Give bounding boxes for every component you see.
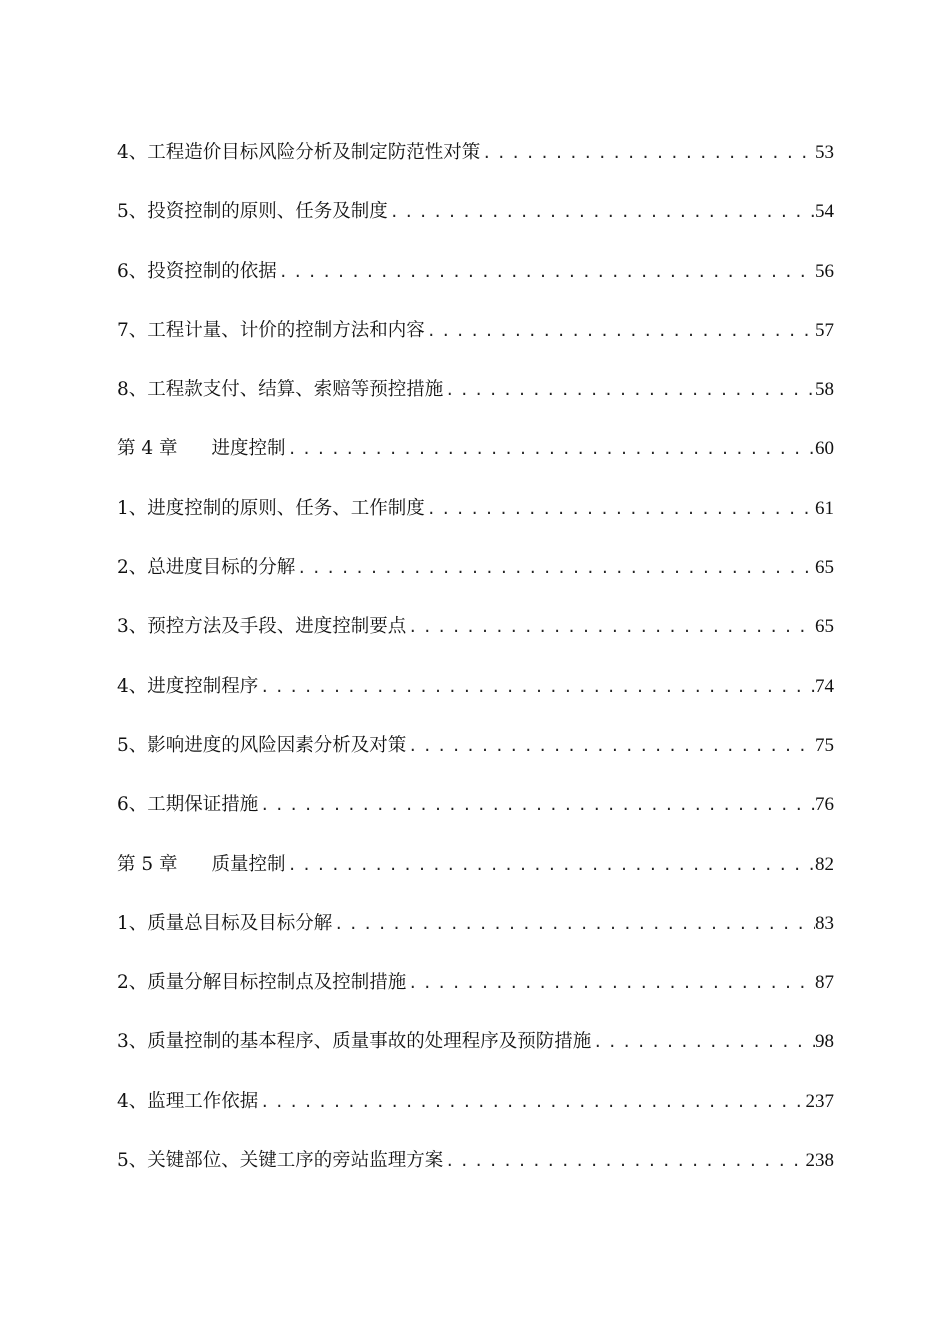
toc-chapter-number: 第 4 章 xyxy=(117,438,178,460)
toc-entry-title: 工程款支付、结算、索赔等预控措施 xyxy=(147,379,444,401)
toc-chapter-title: 进度控制 xyxy=(211,438,286,460)
toc-dot-leader xyxy=(480,133,815,173)
toc-entry[interactable] xyxy=(117,1082,834,1141)
toc-entry-number: 3、 xyxy=(117,1031,148,1053)
toc-entry-number: 5、 xyxy=(117,734,148,756)
toc-entry-title: 影响进度的风险因素分析及对策 xyxy=(147,734,407,756)
toc-dot-leader xyxy=(286,845,815,885)
toc-entry-number: 2、 xyxy=(117,972,148,994)
toc-entry-page-number: 58 xyxy=(815,379,834,401)
toc-entry-title: 工期保证措施 xyxy=(147,794,259,816)
toc-entry-number: 8、 xyxy=(117,379,148,401)
toc-entry[interactable] xyxy=(117,785,834,844)
toc-dot-leader xyxy=(406,963,815,1003)
toc-dot-leader xyxy=(258,785,815,825)
toc-entry-title: 关键部位、关键工序的旁站监理方案 xyxy=(147,1150,444,1172)
toc-entry[interactable] xyxy=(117,904,834,963)
toc-entry-number: 5、 xyxy=(117,1150,148,1172)
toc-chapter-entry[interactable] xyxy=(117,845,834,904)
toc-dot-leader xyxy=(425,311,815,351)
toc-entry-title: 投资控制的依据 xyxy=(147,260,277,282)
toc-entry-number: 6、 xyxy=(117,794,148,816)
toc-entry-page-number: 87 xyxy=(815,972,834,994)
toc-entry[interactable] xyxy=(117,192,834,251)
toc-entry-number: 4、 xyxy=(117,675,148,697)
toc-entry-page-number: 54 xyxy=(815,201,834,223)
toc-entry-page-number: 61 xyxy=(815,497,834,519)
toc-entry[interactable] xyxy=(117,726,834,785)
toc-dot-leader xyxy=(591,1022,815,1062)
toc-dot-leader xyxy=(295,548,815,588)
toc-entry[interactable] xyxy=(117,133,834,192)
toc-entry-title: 监理工作依据 xyxy=(147,1090,259,1112)
toc-entry-title: 预控方法及手段、进度控制要点 xyxy=(147,616,407,638)
toc-dot-leader xyxy=(258,667,815,707)
toc-entry-title: 进度控制程序 xyxy=(147,675,259,697)
toc-chapter-number: 第 5 章 xyxy=(117,853,178,875)
toc-entry-page-number: 74 xyxy=(815,675,834,697)
toc-entry[interactable] xyxy=(117,667,834,726)
toc-entry[interactable] xyxy=(117,1141,834,1200)
toc-entry-number: 2、 xyxy=(117,557,148,579)
toc-entry-number: 4、 xyxy=(117,1090,148,1112)
toc-entry-title: 质量总目标及目标分解 xyxy=(147,912,333,934)
toc-entry[interactable] xyxy=(117,607,834,666)
toc-entry[interactable] xyxy=(117,311,834,370)
toc-chapter-entry[interactable] xyxy=(117,429,834,488)
toc-entry-number: 6、 xyxy=(117,260,148,282)
toc-entry[interactable] xyxy=(117,1022,834,1081)
toc-entry-title: 进度控制的原则、任务、工作制度 xyxy=(147,497,425,519)
toc-dot-leader xyxy=(443,1141,805,1181)
toc-dot-leader xyxy=(406,607,815,647)
toc-entry-page-number: 83 xyxy=(815,912,834,934)
toc-entry-number: 3、 xyxy=(117,616,148,638)
toc-entry-page-number: 65 xyxy=(815,616,834,638)
toc-dot-leader xyxy=(332,904,815,944)
toc-entry-page-number: 75 xyxy=(815,734,834,756)
toc-dot-leader xyxy=(286,429,815,469)
toc-entry-number: 5、 xyxy=(117,201,148,223)
toc-entry-number: 1、 xyxy=(117,912,148,934)
toc-entry-page-number: 65 xyxy=(815,557,834,579)
toc-entry-page-number: 82 xyxy=(815,853,834,875)
toc-entry-page-number: 60 xyxy=(815,438,834,460)
toc-dot-leader xyxy=(388,192,815,232)
toc-entry-title: 工程造价目标风险分析及制定防范性对策 xyxy=(147,142,481,163)
toc-dot-leader xyxy=(406,726,815,766)
toc-entry[interactable] xyxy=(117,489,834,548)
toc-entry-page-number: 98 xyxy=(815,1031,834,1053)
toc-entry-page-number: 76 xyxy=(815,794,834,816)
toc-entry-title: 工程计量、计价的控制方法和内容 xyxy=(147,319,425,341)
toc-entry-title: 质量控制的基本程序、质量事故的处理程序及预防措施 xyxy=(147,1031,592,1053)
toc-entry-page-number: 53 xyxy=(815,142,834,163)
toc-entry[interactable] xyxy=(117,370,834,429)
toc-dot-leader xyxy=(258,1082,805,1122)
toc-entry-number: 1、 xyxy=(117,497,148,519)
toc-entry-title: 投资控制的原则、任务及制度 xyxy=(147,201,388,223)
toc-entry-page-number: 56 xyxy=(815,260,834,282)
toc-entry-number: 4、 xyxy=(117,142,148,163)
toc-entry-page-number: 238 xyxy=(805,1150,834,1172)
toc-entry[interactable] xyxy=(117,252,834,311)
toc-dot-leader xyxy=(277,252,815,292)
toc-chapter-title: 质量控制 xyxy=(211,853,286,875)
toc-entry[interactable] xyxy=(117,548,834,607)
toc-entry[interactable] xyxy=(117,963,834,1022)
toc-entry-number: 7、 xyxy=(117,319,148,341)
toc-entry-page-number: 57 xyxy=(815,319,834,341)
toc-entry-title: 质量分解目标控制点及控制措施 xyxy=(147,972,407,994)
toc-dot-leader xyxy=(425,489,815,529)
toc-entry-title: 总进度目标的分解 xyxy=(147,557,296,579)
toc-entry-page-number: 237 xyxy=(805,1090,834,1112)
table-of-contents xyxy=(117,133,834,1200)
toc-dot-leader xyxy=(443,370,815,410)
